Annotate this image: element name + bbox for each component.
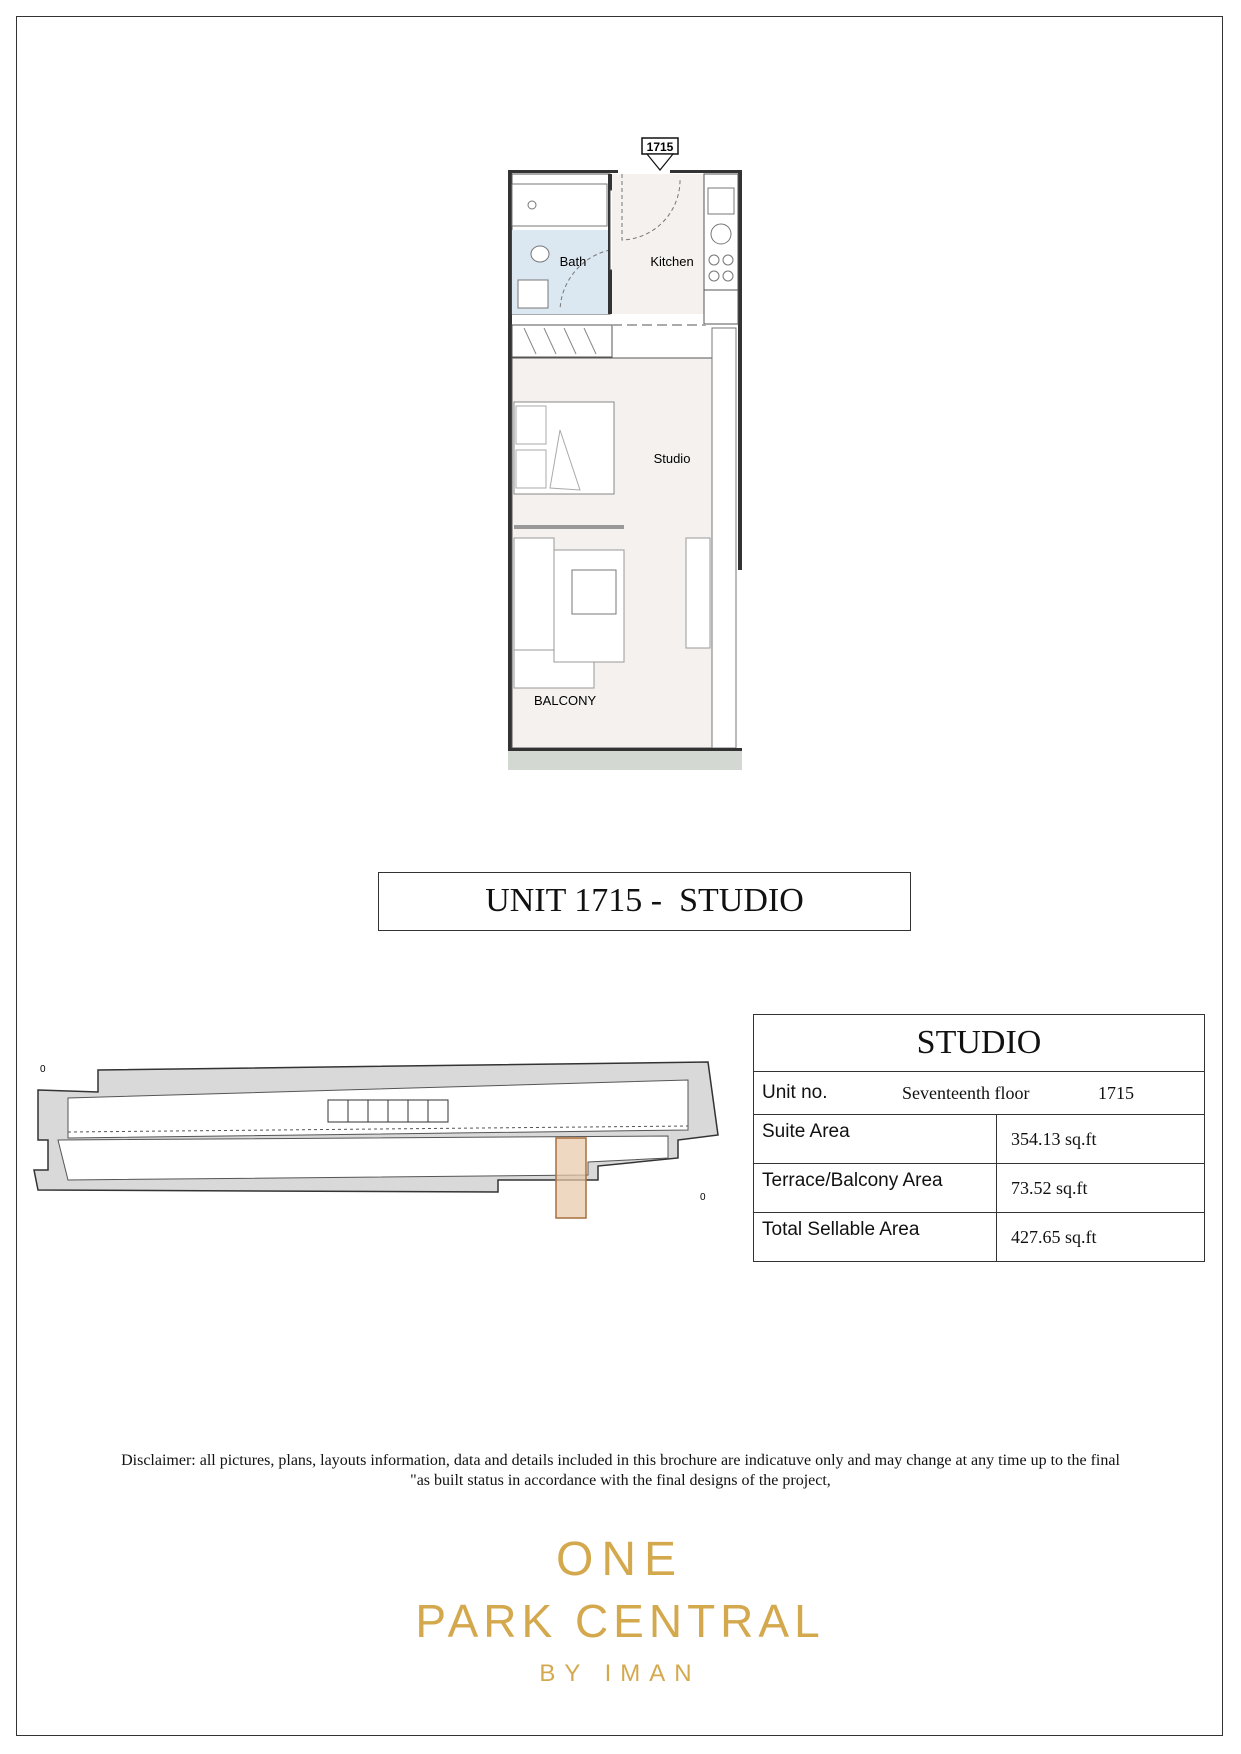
unit-floor: Seventeenth floor xyxy=(902,1082,1030,1103)
unit-floor-plan xyxy=(500,130,750,770)
unit-number: 1715 xyxy=(1098,1082,1134,1103)
disclaimer-line-1: Disclaimer: all pictures, plans, layouts information, data and details included in this brochure are indicatuve only and may change at any time up to the final xyxy=(121,1452,1120,1469)
disclaimer xyxy=(60,1451,1181,1491)
table-row xyxy=(754,1164,1205,1213)
room-label-studio: Studio xyxy=(653,451,691,466)
unit-tag xyxy=(642,138,678,170)
total-area-label: Total Sellable Area xyxy=(754,1213,997,1262)
unit-tag-label: 1715 xyxy=(646,140,674,154)
disclaimer-line-2: "as built status in accordance with the final designs of the project, xyxy=(410,1472,831,1489)
room-label-kitchen: Kitchen xyxy=(650,254,694,269)
keyplan-marker-left: 0 xyxy=(40,1064,46,1075)
logo-line-3: BY IMAN xyxy=(539,1660,701,1687)
suite-area-value: 354.13 sq.ft xyxy=(997,1115,1205,1164)
floor-key-plan xyxy=(28,1040,728,1230)
keyplan-marker-right: 0 xyxy=(700,1192,706,1203)
unit-info-row xyxy=(754,1072,1205,1115)
room-label-bath: Bath xyxy=(559,254,587,269)
area-table-heading: STUDIO xyxy=(754,1015,1205,1072)
balcony xyxy=(508,748,742,770)
unit-title: UNIT 1715 - STUDIO xyxy=(378,872,911,931)
room-label-balcony: BALCONY xyxy=(534,693,597,708)
keyplan-building xyxy=(34,1062,718,1192)
unit-no-label: Unit no. xyxy=(762,1082,828,1103)
logo-line-2: PARK CENTRAL xyxy=(415,1595,825,1647)
table-row xyxy=(754,1115,1205,1164)
highlighted-unit-marker xyxy=(556,1138,586,1218)
studio-room xyxy=(512,328,736,748)
table-row xyxy=(754,1213,1205,1262)
kitchen-counter xyxy=(704,174,738,324)
wardrobe xyxy=(512,325,612,357)
suite-area-label: Suite Area xyxy=(754,1115,997,1164)
balcony-area-label: Terrace/Balcony Area xyxy=(754,1164,997,1213)
total-area-value: 427.65 sq.ft xyxy=(997,1213,1205,1262)
brand-logo xyxy=(370,1530,870,1696)
logo-line-1: ONE xyxy=(555,1533,684,1586)
balcony-area-value: 73.52 sq.ft xyxy=(997,1164,1205,1213)
area-table xyxy=(753,1014,1205,1262)
bath-room xyxy=(512,174,620,314)
